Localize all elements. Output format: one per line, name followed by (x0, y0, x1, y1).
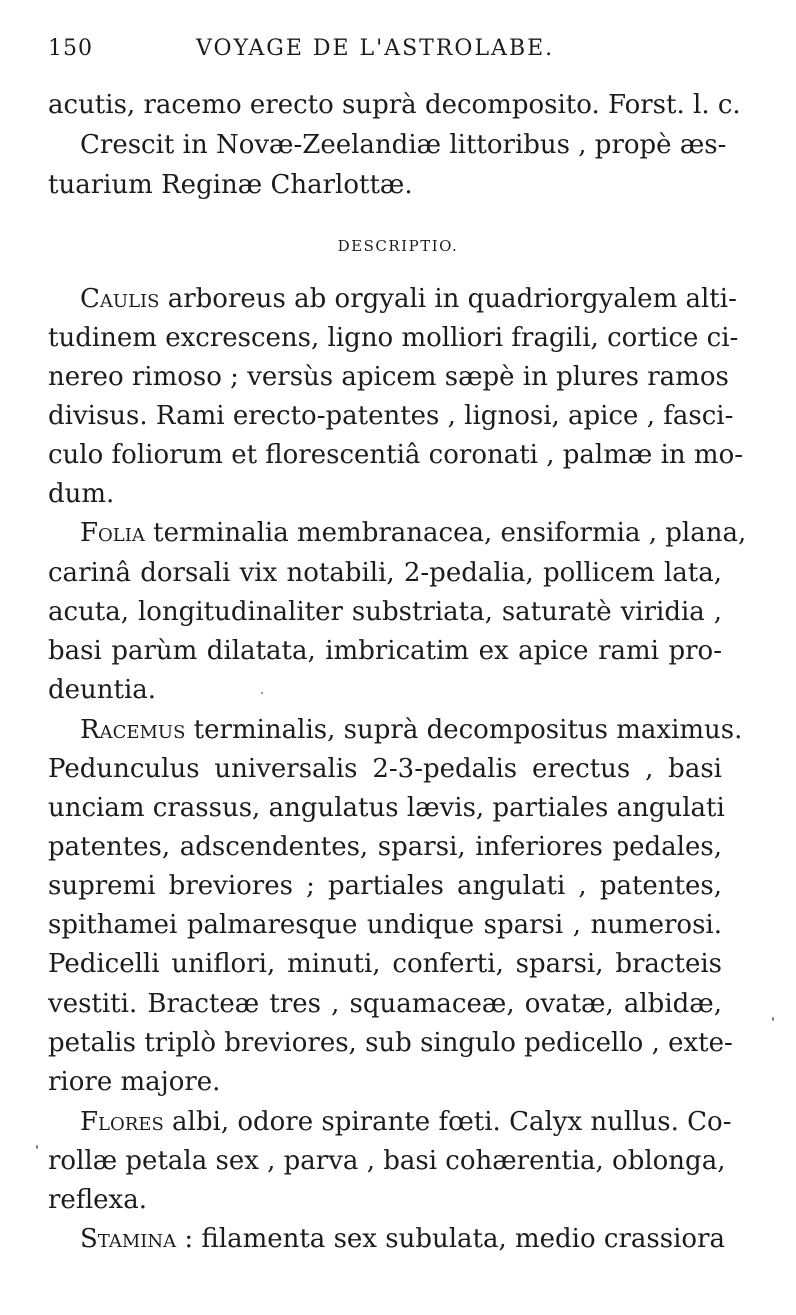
paragraph-first-line (80, 518, 747, 548)
paragraph-line: vestiti. Bracteæ tres , squamaceæ, ovatæ, albidæ, (48, 989, 722, 1019)
intro-line: tuarium Reginæ Charlottæ. (48, 170, 413, 200)
paragraph-line: spithamei palmaresque undique sparsi , numerosi. (48, 910, 722, 940)
running-title: VOYAGE DE L'ASTROLABE. (196, 36, 555, 61)
section-heading: DESCRIPTIO. (337, 237, 459, 255)
paragraph-line: deuntia. (48, 675, 157, 705)
paragraph-first-line (80, 715, 743, 745)
paragraph-first-line (80, 1224, 725, 1254)
paragraph-lead-word: Flores (80, 1107, 164, 1137)
paragraph-line: patentes, adscendentes, sparsi, inferiores pedales, (48, 832, 722, 862)
print-speck (261, 692, 263, 694)
paragraph-line: divisus. Rami erecto-patentes , lignosi, apice , fasci- (48, 401, 734, 431)
paragraph-line: riore majore. (48, 1067, 221, 1097)
paragraph-lead-word: Folia (80, 518, 145, 548)
paragraph-line: nereo rimoso ; versùs apicem sæpè in plures ramos (48, 362, 729, 392)
paragraph-line-text: terminalia membranacea, ensiformia , plana, (144, 518, 747, 548)
paragraph-line: unciam crassus, angulatus lævis, partiales angulati (48, 793, 725, 823)
paragraph-line: dum. (48, 479, 115, 509)
paragraph-lead-word: Racemus (80, 715, 186, 745)
paragraph-first-line (80, 284, 737, 314)
paragraph-line: acuta, longitudinaliter substriata, saturatè viridia , (48, 597, 722, 627)
paragraph-line: Pedicelli uniflori, minuti, conferti, sparsi, bracteis (48, 949, 722, 979)
paragraph-lead-word: Caulis (80, 284, 160, 314)
paragraph-line: basi parùm dilatata, imbricatim ex apice rami pro- (48, 636, 722, 666)
paragraph-line: tudinem excrescens, ligno molliori fragili, cortice ci- (48, 323, 739, 353)
paragraph-first-line (80, 1107, 732, 1137)
intro-line: Crescit in Novæ-Zeelandiæ littoribus , propè æs- (80, 130, 727, 160)
paragraph-line-text: albi, odore spirante fœti. Calyx nullus. Co- (163, 1107, 732, 1137)
paragraph-line: carinâ dorsali vix notabili, 2-pedalia, pollicem lata, (48, 558, 722, 588)
paragraph-line-text: terminalis, suprà decompositus maximus. (185, 715, 743, 745)
paragraph-line-text: : filamenta sex subulata, medio crassiora (176, 1224, 725, 1254)
print-speck (772, 1017, 774, 1021)
paragraph-line: culo foliorum et florescentiâ coronati , palmæ in mo- (48, 440, 744, 470)
paragraph-line: petalis triplò breviores, sub singulo pedicello , exte- (48, 1028, 733, 1058)
intro-line: acutis, racemo erecto suprà decomposito. Forst. l. c. (48, 90, 741, 120)
paragraph-lead-word: Stamina (80, 1224, 177, 1254)
paragraph-line: rollæ petala sex , parva , basi cohærentia, oblonga, (48, 1146, 726, 1176)
print-speck (36, 1145, 38, 1149)
paragraph-line: supremi breviores ; partiales angulati , patentes, (48, 871, 722, 901)
page-number: 150 (48, 36, 93, 61)
paragraph-line: reflexa. (48, 1185, 147, 1215)
paragraph-line-text: arboreus ab orgyali in quadriorgyalem alti- (159, 284, 737, 314)
paragraph-line: Pedunculus universalis 2-3-pedalis erectus , basi (48, 754, 722, 784)
